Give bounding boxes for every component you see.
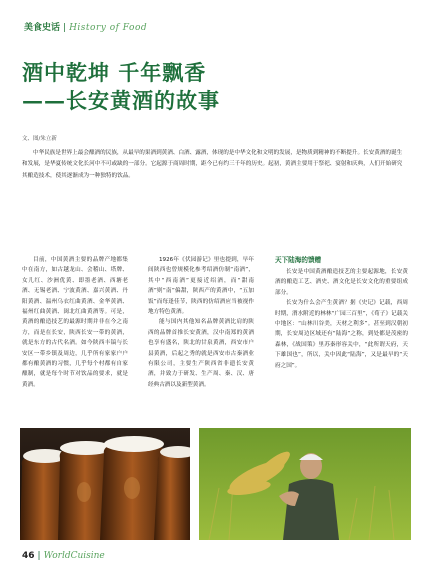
- body-column-2: [148, 255, 254, 390]
- title-line-1: 酒中乾坤 千年飘香: [22, 60, 207, 85]
- paragraph: 目前，中国黄酒主要的品牌产地都集中在南方，如古越龙山、会稽山、塔牌、女儿红、沙洲优黄、即墨老酒、西塘老酒、无锡老酒、宁波黄酒、嘉兴黄酒、丹阳黄酒、温州乌衣红曲黄酒、金华黄酒、福州红曲黄酒、闽北红曲黄酒等。可是，黄酒的酿造技艺的最源时期并非在今之南方，而是在长安，陕西长安一带的黄酒，就是东方的古代名酒。如今陕西丰镐与长安区一带乡镇及周边，几乎所有家家户户都有酿黄酒的习惯，几乎每个村都有自家酿制，就是每个时节对饮品的要求，就是黄酒。: [22, 257, 128, 388]
- section-name: 美食史话: [24, 23, 61, 33]
- intro-text: 中华民族是世界上最会酿酒的民族，从最早的果酒到黄酒、白酒、露酒，体现的是中华文化和文明的发展，是物质到精神的不断提升。长安黄酒的诞生和发展，是华夏传统文化长河中不可或缺的一部分。它起源于商周时期，距今已有约三千年的历史。起初，黄酒主要用于祭祀、宴射和庆典，人们开始研究其酿造技术，使其逐渐成为一种独特的饮品。: [22, 150, 403, 179]
- section-header: [24, 20, 147, 33]
- section-name-en: History of Food: [69, 23, 148, 33]
- byline: 文、图/朱立新: [22, 136, 57, 142]
- footer-separator: |: [37, 551, 41, 561]
- body-column-1: [22, 255, 128, 390]
- wine-jars-photo: [20, 428, 190, 540]
- magazine-name: WorldCuisine: [43, 551, 105, 561]
- paragraph: 能与国内其他知名品牌黄酒比肩的陕西的品牌首推长安黄酒，汉中南郑的黄酒也享有盛名，陕北的甘泉黄酒，西安市户县黄酒，后起之秀的就是西安市古秦酒业有限公司，主要生产陕西省非遗长安黄酒，并致力于研发、生产周、秦、汉、唐经典古酒以及新型黄酒。: [148, 319, 254, 388]
- paragraph: 长安是中国黄酒酿造技艺的主要起源地，长安黄酒的酿造工艺、酒史、酒文化是长安文化的重要组成部分。: [275, 269, 408, 296]
- article-title: [22, 59, 220, 115]
- header-separator: |: [63, 23, 67, 33]
- title-line-2: ——长安黄酒的故事: [22, 88, 220, 113]
- paragraph: 1926年《伏园游记》里也提到，早年间陕西也曾规模化参考绍酒仿制“南酒”，其中“西南酒”更接近绍酒，而“甜南酒”则“南”偏甜，陕西产的黄酒中，“五加饭”而每逢佳节，陕西的仿绍酒应当被视作地方特色黄酒。: [148, 257, 254, 316]
- paragraph: 长安为什么会产生黄酒？据《史记》记载，西周时期，渭水附近的林林“广园三百里”，《荀子》记载关中地区：“山林川谷美，天材之利多”。甚至到汉朝初期，长安周边区域还有“陆海”之称，到处都是茂密的森林，《战国策》里苏秦形容关中，“此所谓天府，天下雄国也”，所以，关中因此“陆海”，又是最早的“天府之国”。: [275, 300, 408, 369]
- body-column-3: [275, 255, 408, 371]
- intro-paragraph: [22, 148, 407, 182]
- subheading: 天下陆海的馈赠: [275, 256, 322, 264]
- page-number: 46: [22, 551, 35, 561]
- page-footer: [22, 551, 105, 561]
- farmer-rice-photo: [199, 428, 411, 540]
